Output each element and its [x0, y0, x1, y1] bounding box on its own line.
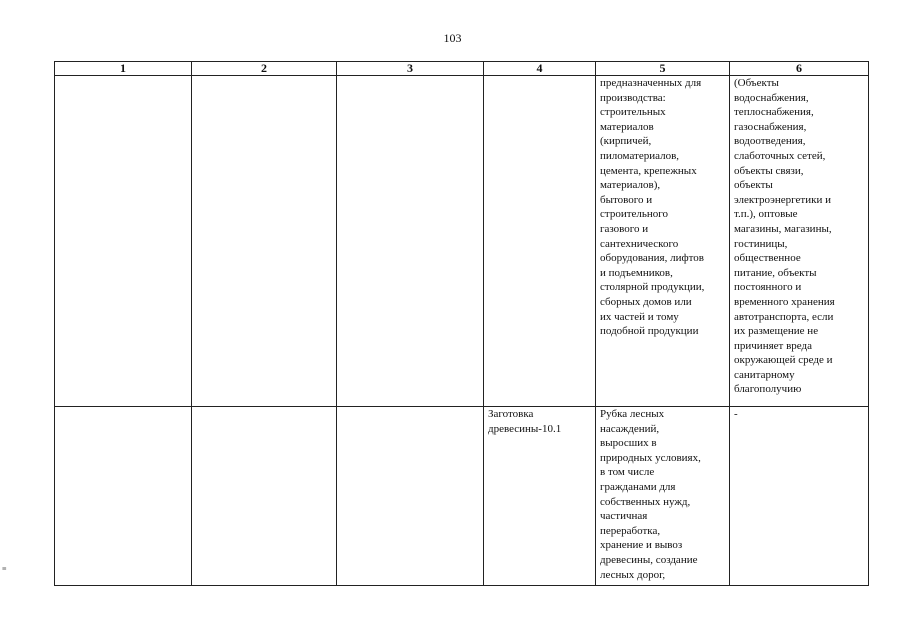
column-header-6: 6	[730, 62, 869, 76]
table-cell-col4	[484, 407, 596, 586]
cell-text: предназначенных для производства: строительных материалов (кирпичей, пиломатериалов, цемента, крепежных материалов), бытового и строительного газового и сантехнического оборудования, лифтов и подъемников, столярной продукции, сборных домов или их частей и тому подобной продукции	[600, 77, 705, 338]
table-cell-col1	[55, 76, 192, 407]
column-header-2: 2	[192, 62, 337, 76]
cell-text: Рубка лесных насаждений, выросших в природных условиях, в том числе гражданами для собственных нужд, частичная переработка, хранение и вывоз древесины, создание лесных дорог,	[600, 408, 701, 581]
table-cell-col2	[192, 407, 337, 586]
column-header-5: 5	[596, 62, 730, 76]
cell-text: -	[734, 408, 738, 420]
column-header-3: 3	[337, 62, 484, 76]
margin-mark: ≡	[2, 564, 7, 573]
table-cell-col5	[596, 407, 730, 586]
table-cell-col1	[55, 407, 192, 586]
table-cell-col3	[337, 76, 484, 407]
table-cell-col5	[596, 76, 730, 407]
table-cell-col6	[730, 76, 869, 407]
cell-text: Заготовка древесины-10.1	[488, 408, 562, 435]
table-cell-col6	[730, 407, 869, 586]
page-number: 103	[443, 31, 462, 45]
column-header-4: 4	[484, 62, 596, 76]
header-row	[55, 62, 869, 76]
table-cell-col2	[192, 76, 337, 407]
column-header-1: 1	[55, 62, 192, 76]
table-cell-col3	[337, 407, 484, 586]
table-row	[55, 76, 869, 407]
table-cell-col4	[484, 76, 596, 407]
table-row	[55, 407, 869, 586]
document-table	[54, 61, 869, 586]
cell-text: (Объекты водоснабжения, теплоснабжения, газоснабжения, водоотведения, слаботочных сетей, объекты связи, объекты электроэнергетики и т.п.), оптовые магазины, магазины, гостиницы, общественное питание, объекты постоянного и временного хранения автотранспорта, если их размещение не причиняет вреда окружающей среде и санитарному благополучию	[734, 77, 835, 396]
